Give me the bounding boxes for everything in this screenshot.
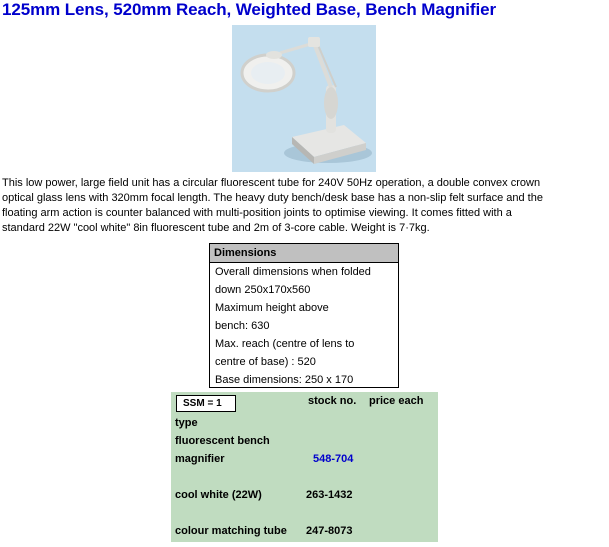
description-line: optical glass lens with 320mm focal length. The heavy duty bench/desk base has a non-slip felt surface and the — [2, 192, 543, 204]
magnifier-illustration — [232, 25, 376, 172]
pricing-table — [171, 392, 438, 542]
dimensions-line: Overall dimensions when folded — [215, 266, 371, 278]
dimensions-header: Dimensions — [210, 244, 398, 263]
dimensions-line: Max. reach (centre of lens to — [215, 338, 355, 350]
dimensions-line: Base dimensions: 250 x 170 — [215, 374, 354, 386]
dimensions-table — [209, 243, 399, 388]
stock-no-header: stock no. — [308, 395, 357, 407]
stock-number: 263-1432 — [306, 489, 353, 501]
description-line: This low power, large field unit has a circular fluorescent tube for 240V 50Hz operation, a double convex crown — [2, 177, 541, 189]
stock-number-link[interactable]: 548-704 — [313, 453, 354, 465]
type-header: type — [175, 417, 198, 429]
description-line: standard 22W "cool white" 8in fluorescent tube and 2m of 3-core cable. Weight is 7·7kg. — [2, 222, 430, 234]
dimensions-line: Maximum height above — [215, 302, 329, 314]
row-type: colour matching tube — [175, 525, 287, 537]
bench-magnifier-photo — [232, 25, 376, 172]
dimensions-line: down 250x170x560 — [215, 284, 311, 296]
product-description — [2, 176, 609, 236]
description-line: floating arm action is counter balanced with multi-position joints to optimise viewing. It comes fitted with a — [2, 207, 512, 219]
page-title: 125mm Lens, 520mm Reach, Weighted Base, Bench Magnifier — [2, 0, 496, 19]
row-type: cool white (22W) — [175, 489, 262, 501]
dimensions-line: centre of base) : 520 — [215, 356, 316, 368]
stock-number: 247-8073 — [306, 525, 353, 537]
price-each-header: price each — [369, 395, 424, 407]
row-type-line: magnifier — [175, 453, 225, 465]
row-type-line: fluorescent bench — [175, 435, 270, 447]
ssm-badge: SSM = 1 — [176, 395, 236, 412]
dimensions-line: bench: 630 — [215, 320, 270, 332]
